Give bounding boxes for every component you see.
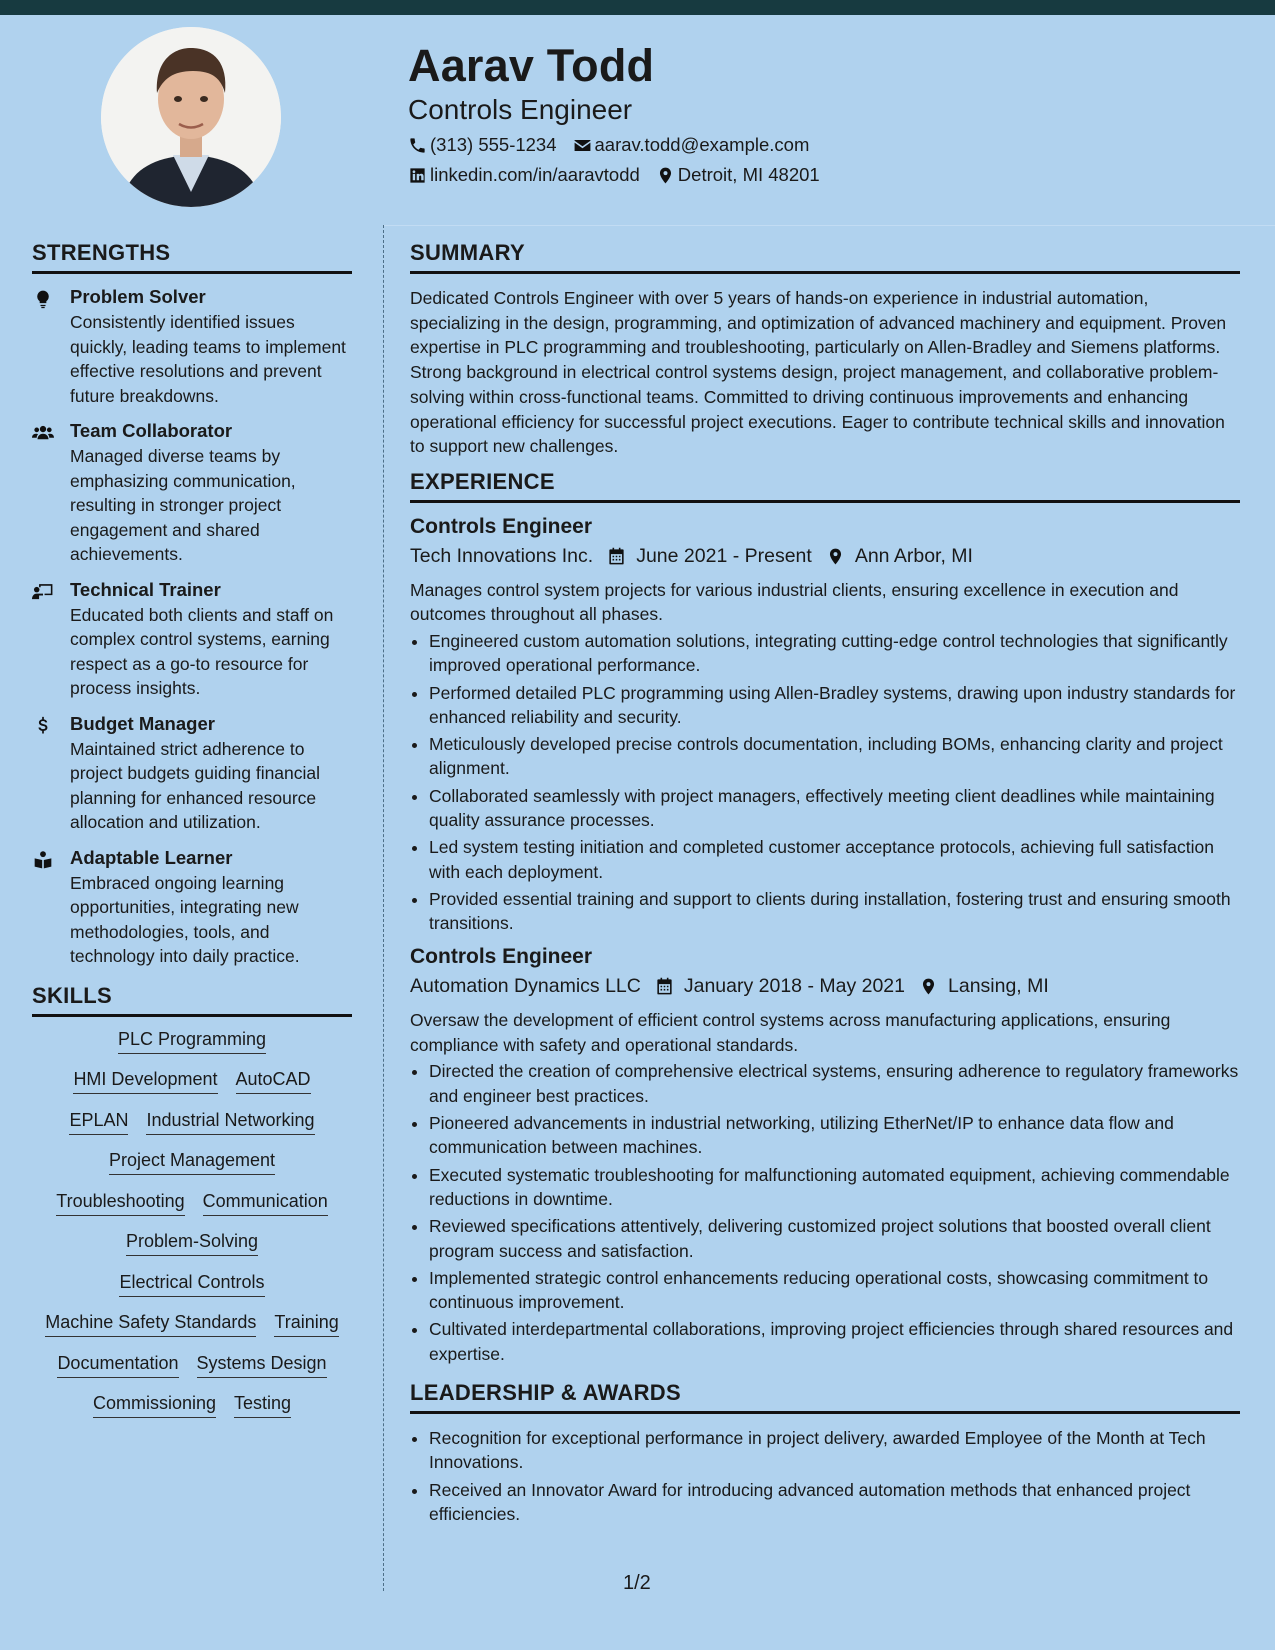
job-location: Ann Arbor, MI (854, 544, 973, 567)
calendar-icon (607, 547, 626, 566)
top-bar (0, 0, 1275, 15)
summary-heading: SUMMARY (410, 240, 1240, 274)
strength-item (32, 713, 352, 835)
skill-tag: PLC Programming (118, 1029, 266, 1054)
skill-tag: EPLAN (69, 1110, 128, 1135)
skill-tag: Documentation (57, 1353, 178, 1378)
skill-tag: HMI Development (73, 1069, 217, 1094)
strength-text: Maintained strict adherence to project budgets guiding financial planning for enhanced resource allocation and utilization. (70, 738, 321, 832)
job-bullet: • Performed detailed PLC programming using Allen-Bradley systems, drawing upon industry standards for enhanced reliability and security. (429, 681, 1240, 730)
teacher-icon (32, 582, 54, 602)
job-bullet: • Engineered custom automation solutions, integrating cutting-edge control technologies that significantly improved operational performance. (429, 629, 1240, 678)
map-pin-icon (826, 547, 845, 566)
header-divider (384, 225, 1275, 226)
job-title: Controls Engineer (410, 945, 593, 969)
job-bullets (410, 1059, 1240, 1366)
left-column (32, 240, 352, 1434)
job-bullet: • Reviewed specifications attentively, delivering customized project solutions that boosted overall client program success and satisfaction. (429, 1214, 1240, 1263)
strength-item (32, 579, 352, 701)
map-pin-icon (656, 166, 675, 185)
email-icon (573, 136, 592, 155)
job-bullet: • Meticulously developed precise controls documentation, including BOMs, enhancing clarity and project alignment. (429, 732, 1240, 781)
strength-item (32, 847, 352, 969)
awards-list (410, 1426, 1240, 1526)
job-description: Oversaw the development of efficient control systems across manufacturing applications, ensuring compliance with safety and operational standards. (410, 1010, 1171, 1055)
contact-row-2 (408, 164, 836, 186)
job-dates: June 2021 - Present (636, 544, 812, 567)
strength-text: Educated both clients and staff on complex control systems, earning respect as a go-to resource for process insights. (70, 604, 334, 698)
job-meta (410, 975, 1240, 998)
skill-tag: Systems Design (197, 1353, 327, 1378)
job-bullet: • Implemented strategic control enhancements reducing operational costs, showcasing commitment to continuous improvement. (429, 1266, 1240, 1315)
book-reader-icon (32, 850, 54, 870)
strength-title: Adaptable Learner (70, 846, 233, 868)
email-text: aarav.todd@example.com (594, 134, 810, 155)
job-location: Lansing, MI (948, 975, 1049, 998)
users-icon (32, 423, 54, 443)
strength-item (32, 420, 352, 567)
strength-item (32, 286, 352, 408)
job-bullet: • Provided essential training and support to clients during installation, fostering trust and ensuring smooth transitions. (429, 887, 1240, 936)
strength-title: Team Collaborator (70, 420, 233, 441)
linkedin-icon (408, 166, 427, 185)
job-meta (410, 545, 1240, 568)
skills-heading: SKILLS (32, 983, 352, 1017)
page-number: 1/2 (623, 1572, 651, 1594)
skill-tag: Machine Safety Standards (45, 1312, 256, 1337)
skill-tag: Problem-Solving (126, 1231, 258, 1256)
phone-contact[interactable] (408, 134, 557, 156)
profile-photo (101, 27, 281, 207)
skill-tag: Troubleshooting (56, 1191, 184, 1216)
award-item: • Received an Innovator Award for introducing advanced automation methods that enhanced project efficiencies. (429, 1478, 1240, 1527)
candidate-name: Aarav Todd (408, 40, 655, 91)
job-bullet: • Led system testing initiation and completed customer acceptance protocols, achieving full satisfaction with each deployment. (429, 835, 1240, 884)
skill-tag: Project Management (109, 1150, 275, 1175)
map-pin-icon (919, 977, 938, 996)
strength-title: Budget Manager (70, 712, 215, 734)
skill-tag: Commissioning (93, 1393, 216, 1418)
job-description: Manages control system projects for various industrial clients, ensuring excellence in execution and outcomes throughout all phases. (410, 579, 1179, 625)
lightbulb-icon (32, 289, 54, 309)
right-column (410, 240, 1240, 1536)
phone-text: (313) 555-1234 (430, 134, 557, 155)
skills-list (32, 1029, 352, 1434)
awards-heading: LEADERSHIP & AWARDS (410, 1380, 1240, 1414)
job-bullet: • Cultivated interdepartmental collaborations, improving project efficiencies through shared resources and expertise. (429, 1317, 1240, 1366)
skill-tag: Training (274, 1312, 338, 1337)
candidate-title: Controls Engineer (408, 94, 633, 125)
strength-text: Managed diverse teams by emphasizing communication, resulting in stronger project engagement and shared achievements. (70, 446, 296, 564)
linkedin-contact[interactable] (408, 164, 640, 186)
job-bullet: • Collaborated seamlessly with project managers, effectively meeting client deadlines while maintaining quality assurance processes. (429, 784, 1240, 833)
job-bullet: • Pioneered advancements in industrial networking, utilizing EtherNet/IP to enhance data flow and communication between machines. (429, 1111, 1240, 1160)
job-bullet: • Executed systematic troubleshooting for malfunctioning automated equipment, achieving commendable reductions in downtime. (429, 1163, 1240, 1212)
strength-title: Technical Trainer (70, 578, 221, 600)
column-divider (383, 225, 384, 1591)
location-contact (656, 164, 820, 186)
strength-title: Problem Solver (70, 286, 206, 307)
job-entry (410, 945, 1240, 1366)
summary-text: Dedicated Controls Engineer with over 5 years of hands-on experience in industrial automation, specializing in the design, programming, and optimization of advanced machinery and equipment. Proven expertise in PLC programming and troubleshooting, particularly on Allen-Bradley and Siemens platforms. Strong background in electrical control systems design, project management, and collaborative problem-solving within cross-functional teams. Committed to driving continuous improvements and enhancing operational efficiency for successful project executions. Eager to contribute technical skills and innovation to support new challenges. (410, 288, 1227, 457)
skill-tag: Industrial Networking (146, 1110, 314, 1135)
job-entry (410, 515, 1240, 936)
job-company: Automation Dynamics LLC (410, 975, 641, 998)
dollar-icon (32, 716, 54, 736)
award-item: • Recognition for exceptional performance in project delivery, awarded Employee of the Month at Tech Innovations. (429, 1426, 1240, 1475)
skill-tag: Electrical Controls (119, 1272, 264, 1297)
job-bullets (410, 629, 1240, 936)
location-text: Detroit, MI 48201 (677, 164, 820, 185)
skill-tag: Testing (234, 1393, 291, 1418)
job-title: Controls Engineer (410, 514, 593, 538)
skill-tag: Communication (203, 1191, 328, 1216)
experience-heading: EXPERIENCE (410, 469, 1240, 503)
strengths-heading: STRENGTHS (32, 240, 352, 274)
job-company: Tech Innovations Inc. (410, 544, 594, 567)
phone-icon (408, 136, 427, 155)
strength-text: Consistently identified issues quickly, leading teams to implement effective resolutions and prevent future breakdowns. (70, 312, 346, 406)
strength-text: Embraced ongoing learning opportunities, integrating new methodologies, tools, and technology into daily practice. (70, 872, 300, 966)
calendar-icon (655, 977, 674, 996)
job-dates: January 2018 - May 2021 (683, 975, 905, 998)
linkedin-text: linkedin.com/in/aaravtodd (430, 164, 640, 185)
skill-tag: AutoCAD (236, 1069, 311, 1094)
job-bullet: • Directed the creation of comprehensive electrical systems, ensuring adherence to regulatory frameworks and engineer best practices. (429, 1059, 1240, 1108)
contact-row-1 (408, 134, 825, 156)
email-contact[interactable] (573, 134, 810, 156)
